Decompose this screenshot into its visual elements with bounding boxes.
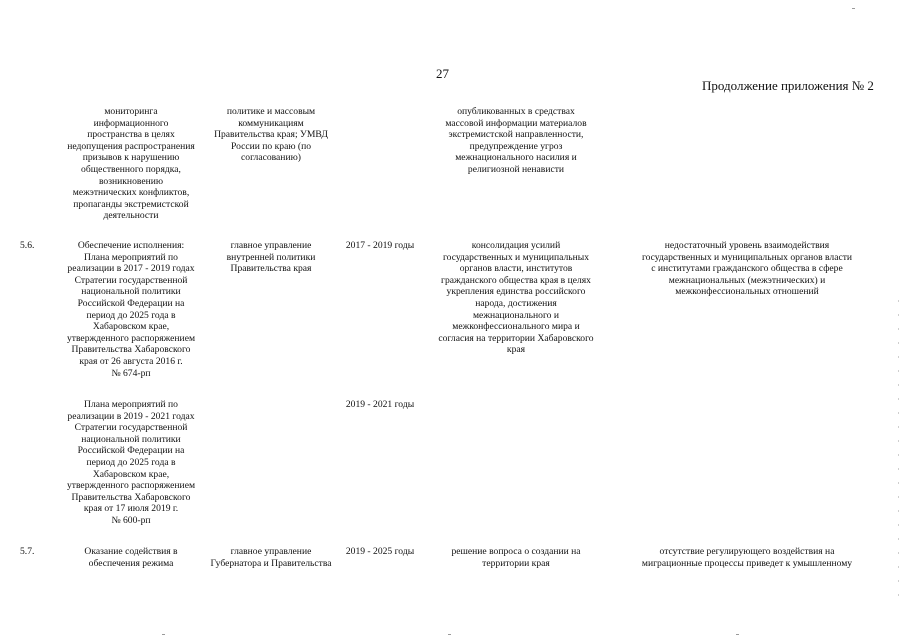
scan-speck: [852, 8, 855, 9]
table-cell-term: 2019 - 2021 годы: [345, 399, 415, 410]
scan-edge-marks: [898, 300, 899, 600]
table-cell-risk: недостаточный уровень взаимодействия государственных и муниципальных органов власти с институтами гражданского общества в сфере межнациональных (межэтнических) и межконфессиональных отношений: [641, 240, 853, 298]
table-cell-responsible: главное управление Губернатора и Правительства: [210, 546, 332, 569]
appendix-continuation-note: Продолжение приложения № 2: [702, 78, 874, 93]
table-cell-activity: Плана мероприятий по реализации в 2019 - 2021 годах Стратегии государственной национальной политики Российской Федерации на период до 2025 года в Хабаровском крае, утвержденного распоряжением Правительства Хабаровского края от 17 июля 2019 г. № 600-рп: [66, 399, 196, 526]
table-cell-responsible: главное управление внутренней политики Правительства края: [226, 240, 316, 275]
scan-speck: [736, 634, 739, 635]
table-cell-activity: Обеспечение исполнения: Плана мероприятий по реализации в 2017 - 2019 годах Стратегии государственной национальной политики Российской Федерации на период до 2025 года в Хабаровском крае, утвержденного распоряжением Правительства Хабаровского края от 26 августа 2016 г. № 674-рп: [66, 240, 196, 379]
page-number: 27: [436, 66, 449, 81]
table-cell-term: 2019 - 2025 годы: [345, 546, 415, 557]
table-cell-activity: Оказание содействия в обеспечения режима: [84, 546, 178, 569]
table-cell-result: консолидация усилий государственных и муниципальных органов власти, институтов гражданского общества края в целях укрепления единства российского народа, достижения межнационального и межконфессионального мира и согласия на территории Хабаровского края: [438, 240, 594, 356]
table-cell-term: 2017 - 2019 годы: [345, 240, 415, 251]
table-cell-activity: мониторинга информационного пространства в целях недопущения распространения призывов к нарушению общественного порядка, возникновению межэтнических конфликтов, пропаганды экстремистской деятельности: [67, 106, 195, 222]
scan-speck: [448, 634, 451, 635]
table-cell-result: решение вопроса о создании на территории края: [451, 546, 581, 569]
table-cell-result: опубликованных в средствах массовой информации материалов экстремистской направленности, предупреждение угроз межнационального насилия и религиозной ненависти: [445, 106, 587, 175]
scan-speck: [162, 634, 165, 635]
table-cell-number: 5.6.: [20, 240, 35, 251]
table-cell-number: 5.7.: [20, 546, 35, 557]
table-cell-responsible: политике и массовым коммуникациям Правительства края; УМВД России по краю (по согласованию): [214, 106, 328, 164]
table-cell-risk: отсутствие регулирующего воздействия на миграционные процессы приведет к умышленному: [641, 546, 853, 569]
